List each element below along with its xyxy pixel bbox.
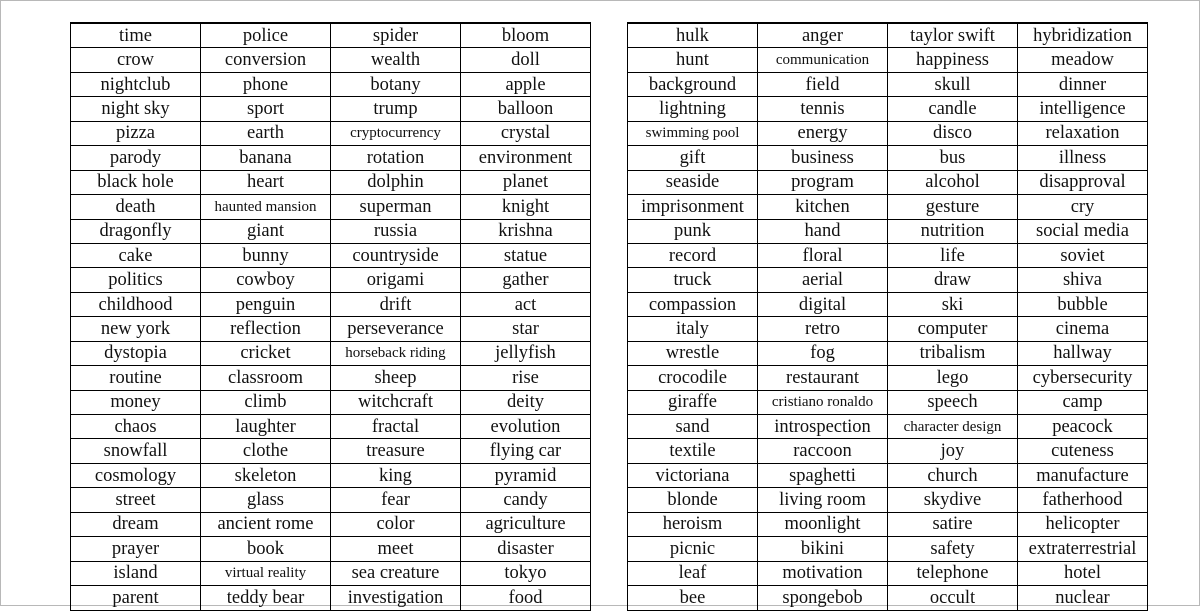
table-cell: illness — [1018, 146, 1148, 170]
table-cell: hunt — [628, 48, 758, 72]
table-cell: church — [888, 463, 1018, 487]
table-cell: reflection — [201, 317, 331, 341]
table-cell: king — [331, 463, 461, 487]
table-row — [628, 366, 1148, 390]
table-cell: introspection — [758, 415, 888, 439]
table-cell: program — [758, 170, 888, 194]
table-row — [71, 463, 591, 487]
table-cell: cryptocurrency — [331, 121, 461, 145]
table-cell: leaf — [628, 561, 758, 585]
table-cell: aerial — [758, 268, 888, 292]
table-cell: hulk — [628, 23, 758, 48]
table-cell: food — [461, 586, 591, 610]
table-cell: manufacture — [1018, 463, 1148, 487]
table-row — [628, 317, 1148, 341]
table-cell: origami — [331, 268, 461, 292]
table-row — [628, 390, 1148, 414]
table-cell: agriculture — [461, 512, 591, 536]
table-cell: social media — [1018, 219, 1148, 243]
table-cell: meet — [331, 537, 461, 561]
table-cell: police — [201, 23, 331, 48]
table-row — [71, 390, 591, 414]
table-cell: conversion — [201, 48, 331, 72]
table-cell: dinner — [1018, 72, 1148, 96]
table-row — [71, 268, 591, 292]
table-cell: skull — [888, 72, 1018, 96]
table-cell: black hole — [71, 170, 201, 194]
table-cell: sport — [201, 97, 331, 121]
table-cell: satire — [888, 512, 1018, 536]
table-row — [628, 243, 1148, 267]
table-cell: tennis — [758, 97, 888, 121]
table-cell: moonlight — [758, 512, 888, 536]
table-cell: motivation — [758, 561, 888, 585]
table-cell: giant — [201, 219, 331, 243]
table-cell: camp — [1018, 390, 1148, 414]
table-row — [71, 48, 591, 72]
table-cell: dream — [71, 512, 201, 536]
table-cell: lego — [888, 366, 1018, 390]
table-row — [628, 146, 1148, 170]
table-cell: crystal — [461, 121, 591, 145]
table-cell: doll — [461, 48, 591, 72]
table-row — [71, 292, 591, 316]
table-cell: shiva — [1018, 268, 1148, 292]
table-cell: penguin — [201, 292, 331, 316]
table-cell: haunted mansion — [201, 195, 331, 219]
table-cell: treasure — [331, 439, 461, 463]
table-cell: street — [71, 488, 201, 512]
table-row — [71, 415, 591, 439]
table-cell: cybersecurity — [1018, 366, 1148, 390]
table-cell: island — [71, 561, 201, 585]
table-cell: disco — [888, 121, 1018, 145]
table-cell: cake — [71, 243, 201, 267]
table-cell: fear — [331, 488, 461, 512]
table-cell: imprisonment — [628, 195, 758, 219]
table-row — [628, 23, 1148, 48]
table-cell: prayer — [71, 537, 201, 561]
table-cell: investigation — [331, 586, 461, 610]
table-cell: cowboy — [201, 268, 331, 292]
table-cell: floral — [758, 243, 888, 267]
table-cell: wrestle — [628, 341, 758, 365]
table-cell: happiness — [888, 48, 1018, 72]
table-cell: new york — [71, 317, 201, 341]
table-row — [71, 586, 591, 610]
table-cell: fog — [758, 341, 888, 365]
table-cell: politics — [71, 268, 201, 292]
table-cell: taylor swift — [888, 23, 1018, 48]
table-cell: statue — [461, 243, 591, 267]
table-cell: krishna — [461, 219, 591, 243]
table-cell: lightning — [628, 97, 758, 121]
table-cell: textile — [628, 439, 758, 463]
table-cell: glass — [201, 488, 331, 512]
table-cell: book — [201, 537, 331, 561]
table-cell: gather — [461, 268, 591, 292]
table-row — [628, 463, 1148, 487]
table-row — [628, 292, 1148, 316]
table-cell: seaside — [628, 170, 758, 194]
table-cell: knight — [461, 195, 591, 219]
table-cell: spider — [331, 23, 461, 48]
table-cell: earth — [201, 121, 331, 145]
table-cell: horseback riding — [331, 341, 461, 365]
table-cell: act — [461, 292, 591, 316]
table-row — [628, 415, 1148, 439]
table-cell: occult — [888, 586, 1018, 610]
table-row — [628, 561, 1148, 585]
table-cell: jellyfish — [461, 341, 591, 365]
table-cell: retro — [758, 317, 888, 341]
table-row — [71, 72, 591, 96]
table-cell: italy — [628, 317, 758, 341]
table-cell: skeleton — [201, 463, 331, 487]
table-cell: bubble — [1018, 292, 1148, 316]
table-cell: rise — [461, 366, 591, 390]
table-cell: cry — [1018, 195, 1148, 219]
table-cell: evolution — [461, 415, 591, 439]
table-cell: character design — [888, 415, 1018, 439]
table-cell: peacock — [1018, 415, 1148, 439]
table-row — [628, 341, 1148, 365]
table-cell: dystopia — [71, 341, 201, 365]
table-row — [628, 219, 1148, 243]
table-cell: hotel — [1018, 561, 1148, 585]
table-cell: energy — [758, 121, 888, 145]
table-cell: computer — [888, 317, 1018, 341]
table-row — [71, 243, 591, 267]
table-cell: clothe — [201, 439, 331, 463]
table-cell: anger — [758, 23, 888, 48]
table-cell: cristiano ronaldo — [758, 390, 888, 414]
table-cell: pizza — [71, 121, 201, 145]
table-cell: meadow — [1018, 48, 1148, 72]
table-cell: picnic — [628, 537, 758, 561]
table-cell: banana — [201, 146, 331, 170]
table-cell: alcohol — [888, 170, 1018, 194]
table-row — [628, 195, 1148, 219]
table-cell: heart — [201, 170, 331, 194]
table-cell: deity — [461, 390, 591, 414]
table-cell: crocodile — [628, 366, 758, 390]
table-cell: candle — [888, 97, 1018, 121]
table-row — [71, 512, 591, 536]
table-cell: classroom — [201, 366, 331, 390]
table-cell: bus — [888, 146, 1018, 170]
table-cell: laughter — [201, 415, 331, 439]
table-row — [71, 341, 591, 365]
table-row — [628, 48, 1148, 72]
table-cell: apple — [461, 72, 591, 96]
table-cell: environment — [461, 146, 591, 170]
word-table-right — [627, 22, 1148, 611]
table-cell: candy — [461, 488, 591, 512]
table-cell: chaos — [71, 415, 201, 439]
table-cell: skydive — [888, 488, 1018, 512]
table-cell: speech — [888, 390, 1018, 414]
table-cell: sheep — [331, 366, 461, 390]
table-cell: helicopter — [1018, 512, 1148, 536]
table-cell: spaghetti — [758, 463, 888, 487]
table-cell: safety — [888, 537, 1018, 561]
word-table-left — [70, 22, 591, 611]
table-cell: phone — [201, 72, 331, 96]
table-row — [71, 146, 591, 170]
table-row — [628, 268, 1148, 292]
table-cell: gift — [628, 146, 758, 170]
table-row — [628, 97, 1148, 121]
table-cell: cinema — [1018, 317, 1148, 341]
table-row — [628, 586, 1148, 610]
table-cell: soviet — [1018, 243, 1148, 267]
table-cell: time — [71, 23, 201, 48]
table-cell: blonde — [628, 488, 758, 512]
table-cell: truck — [628, 268, 758, 292]
table-cell: botany — [331, 72, 461, 96]
table-row — [71, 561, 591, 585]
table-row — [71, 439, 591, 463]
table-cell: superman — [331, 195, 461, 219]
table-cell: spongebob — [758, 586, 888, 610]
table-cell: crow — [71, 48, 201, 72]
table-cell: balloon — [461, 97, 591, 121]
table-cell: extraterrestrial — [1018, 537, 1148, 561]
table-row — [628, 488, 1148, 512]
table-cell: telephone — [888, 561, 1018, 585]
table-cell: routine — [71, 366, 201, 390]
table-cell: tokyo — [461, 561, 591, 585]
table-cell: star — [461, 317, 591, 341]
table-row — [71, 219, 591, 243]
table-cell: background — [628, 72, 758, 96]
table-row — [628, 512, 1148, 536]
table-cell: bee — [628, 586, 758, 610]
word-table-right-body — [628, 23, 1148, 610]
table-cell: money — [71, 390, 201, 414]
table-cell: cricket — [201, 341, 331, 365]
table-cell: draw — [888, 268, 1018, 292]
table-cell: parody — [71, 146, 201, 170]
table-cell: bikini — [758, 537, 888, 561]
table-cell: punk — [628, 219, 758, 243]
table-cell: dolphin — [331, 170, 461, 194]
table-cell: joy — [888, 439, 1018, 463]
table-cell: gesture — [888, 195, 1018, 219]
table-cell: parent — [71, 586, 201, 610]
table-cell: record — [628, 243, 758, 267]
table-cell: raccoon — [758, 439, 888, 463]
table-cell: nightclub — [71, 72, 201, 96]
table-row — [628, 439, 1148, 463]
table-cell: countryside — [331, 243, 461, 267]
table-cell: relaxation — [1018, 121, 1148, 145]
table-cell: swimming pool — [628, 121, 758, 145]
table-cell: perseverance — [331, 317, 461, 341]
table-cell: business — [758, 146, 888, 170]
table-cell: nutrition — [888, 219, 1018, 243]
table-row — [71, 366, 591, 390]
table-cell: cosmology — [71, 463, 201, 487]
table-cell: teddy bear — [201, 586, 331, 610]
table-row — [628, 121, 1148, 145]
table-row — [71, 170, 591, 194]
table-cell: ski — [888, 292, 1018, 316]
table-cell: russia — [331, 219, 461, 243]
table-cell: giraffe — [628, 390, 758, 414]
table-cell: planet — [461, 170, 591, 194]
table-cell: color — [331, 512, 461, 536]
table-cell: climb — [201, 390, 331, 414]
table-cell: bloom — [461, 23, 591, 48]
table-cell: hand — [758, 219, 888, 243]
table-cell: field — [758, 72, 888, 96]
table-cell: virtual reality — [201, 561, 331, 585]
word-table-left-body — [71, 23, 591, 610]
table-cell: rotation — [331, 146, 461, 170]
table-cell: disapproval — [1018, 170, 1148, 194]
table-cell: hybridization — [1018, 23, 1148, 48]
table-cell: pyramid — [461, 463, 591, 487]
table-cell: victoriana — [628, 463, 758, 487]
table-cell: snowfall — [71, 439, 201, 463]
table-cell: trump — [331, 97, 461, 121]
table-cell: sand — [628, 415, 758, 439]
table-row — [71, 23, 591, 48]
table-row — [71, 488, 591, 512]
table-cell: cuteness — [1018, 439, 1148, 463]
table-cell: intelligence — [1018, 97, 1148, 121]
table-row — [628, 170, 1148, 194]
table-cell: death — [71, 195, 201, 219]
table-cell: flying car — [461, 439, 591, 463]
table-cell: fatherhood — [1018, 488, 1148, 512]
table-cell: childhood — [71, 292, 201, 316]
table-cell: disaster — [461, 537, 591, 561]
table-row — [71, 317, 591, 341]
table-cell: communication — [758, 48, 888, 72]
table-cell: bunny — [201, 243, 331, 267]
table-cell: life — [888, 243, 1018, 267]
table-cell: drift — [331, 292, 461, 316]
table-cell: compassion — [628, 292, 758, 316]
table-cell: night sky — [71, 97, 201, 121]
table-row — [71, 537, 591, 561]
table-cell: hallway — [1018, 341, 1148, 365]
table-cell: living room — [758, 488, 888, 512]
table-row — [628, 72, 1148, 96]
table-row — [628, 537, 1148, 561]
table-cell: sea creature — [331, 561, 461, 585]
table-cell: restaurant — [758, 366, 888, 390]
table-cell: nuclear — [1018, 586, 1148, 610]
table-cell: ancient rome — [201, 512, 331, 536]
table-cell: wealth — [331, 48, 461, 72]
table-row — [71, 97, 591, 121]
table-cell: dragonfly — [71, 219, 201, 243]
table-cell: tribalism — [888, 341, 1018, 365]
table-row — [71, 195, 591, 219]
table-cell: witchcraft — [331, 390, 461, 414]
table-cell: heroism — [628, 512, 758, 536]
table-cell: kitchen — [758, 195, 888, 219]
table-cell: digital — [758, 292, 888, 316]
table-row — [71, 121, 591, 145]
table-cell: fractal — [331, 415, 461, 439]
